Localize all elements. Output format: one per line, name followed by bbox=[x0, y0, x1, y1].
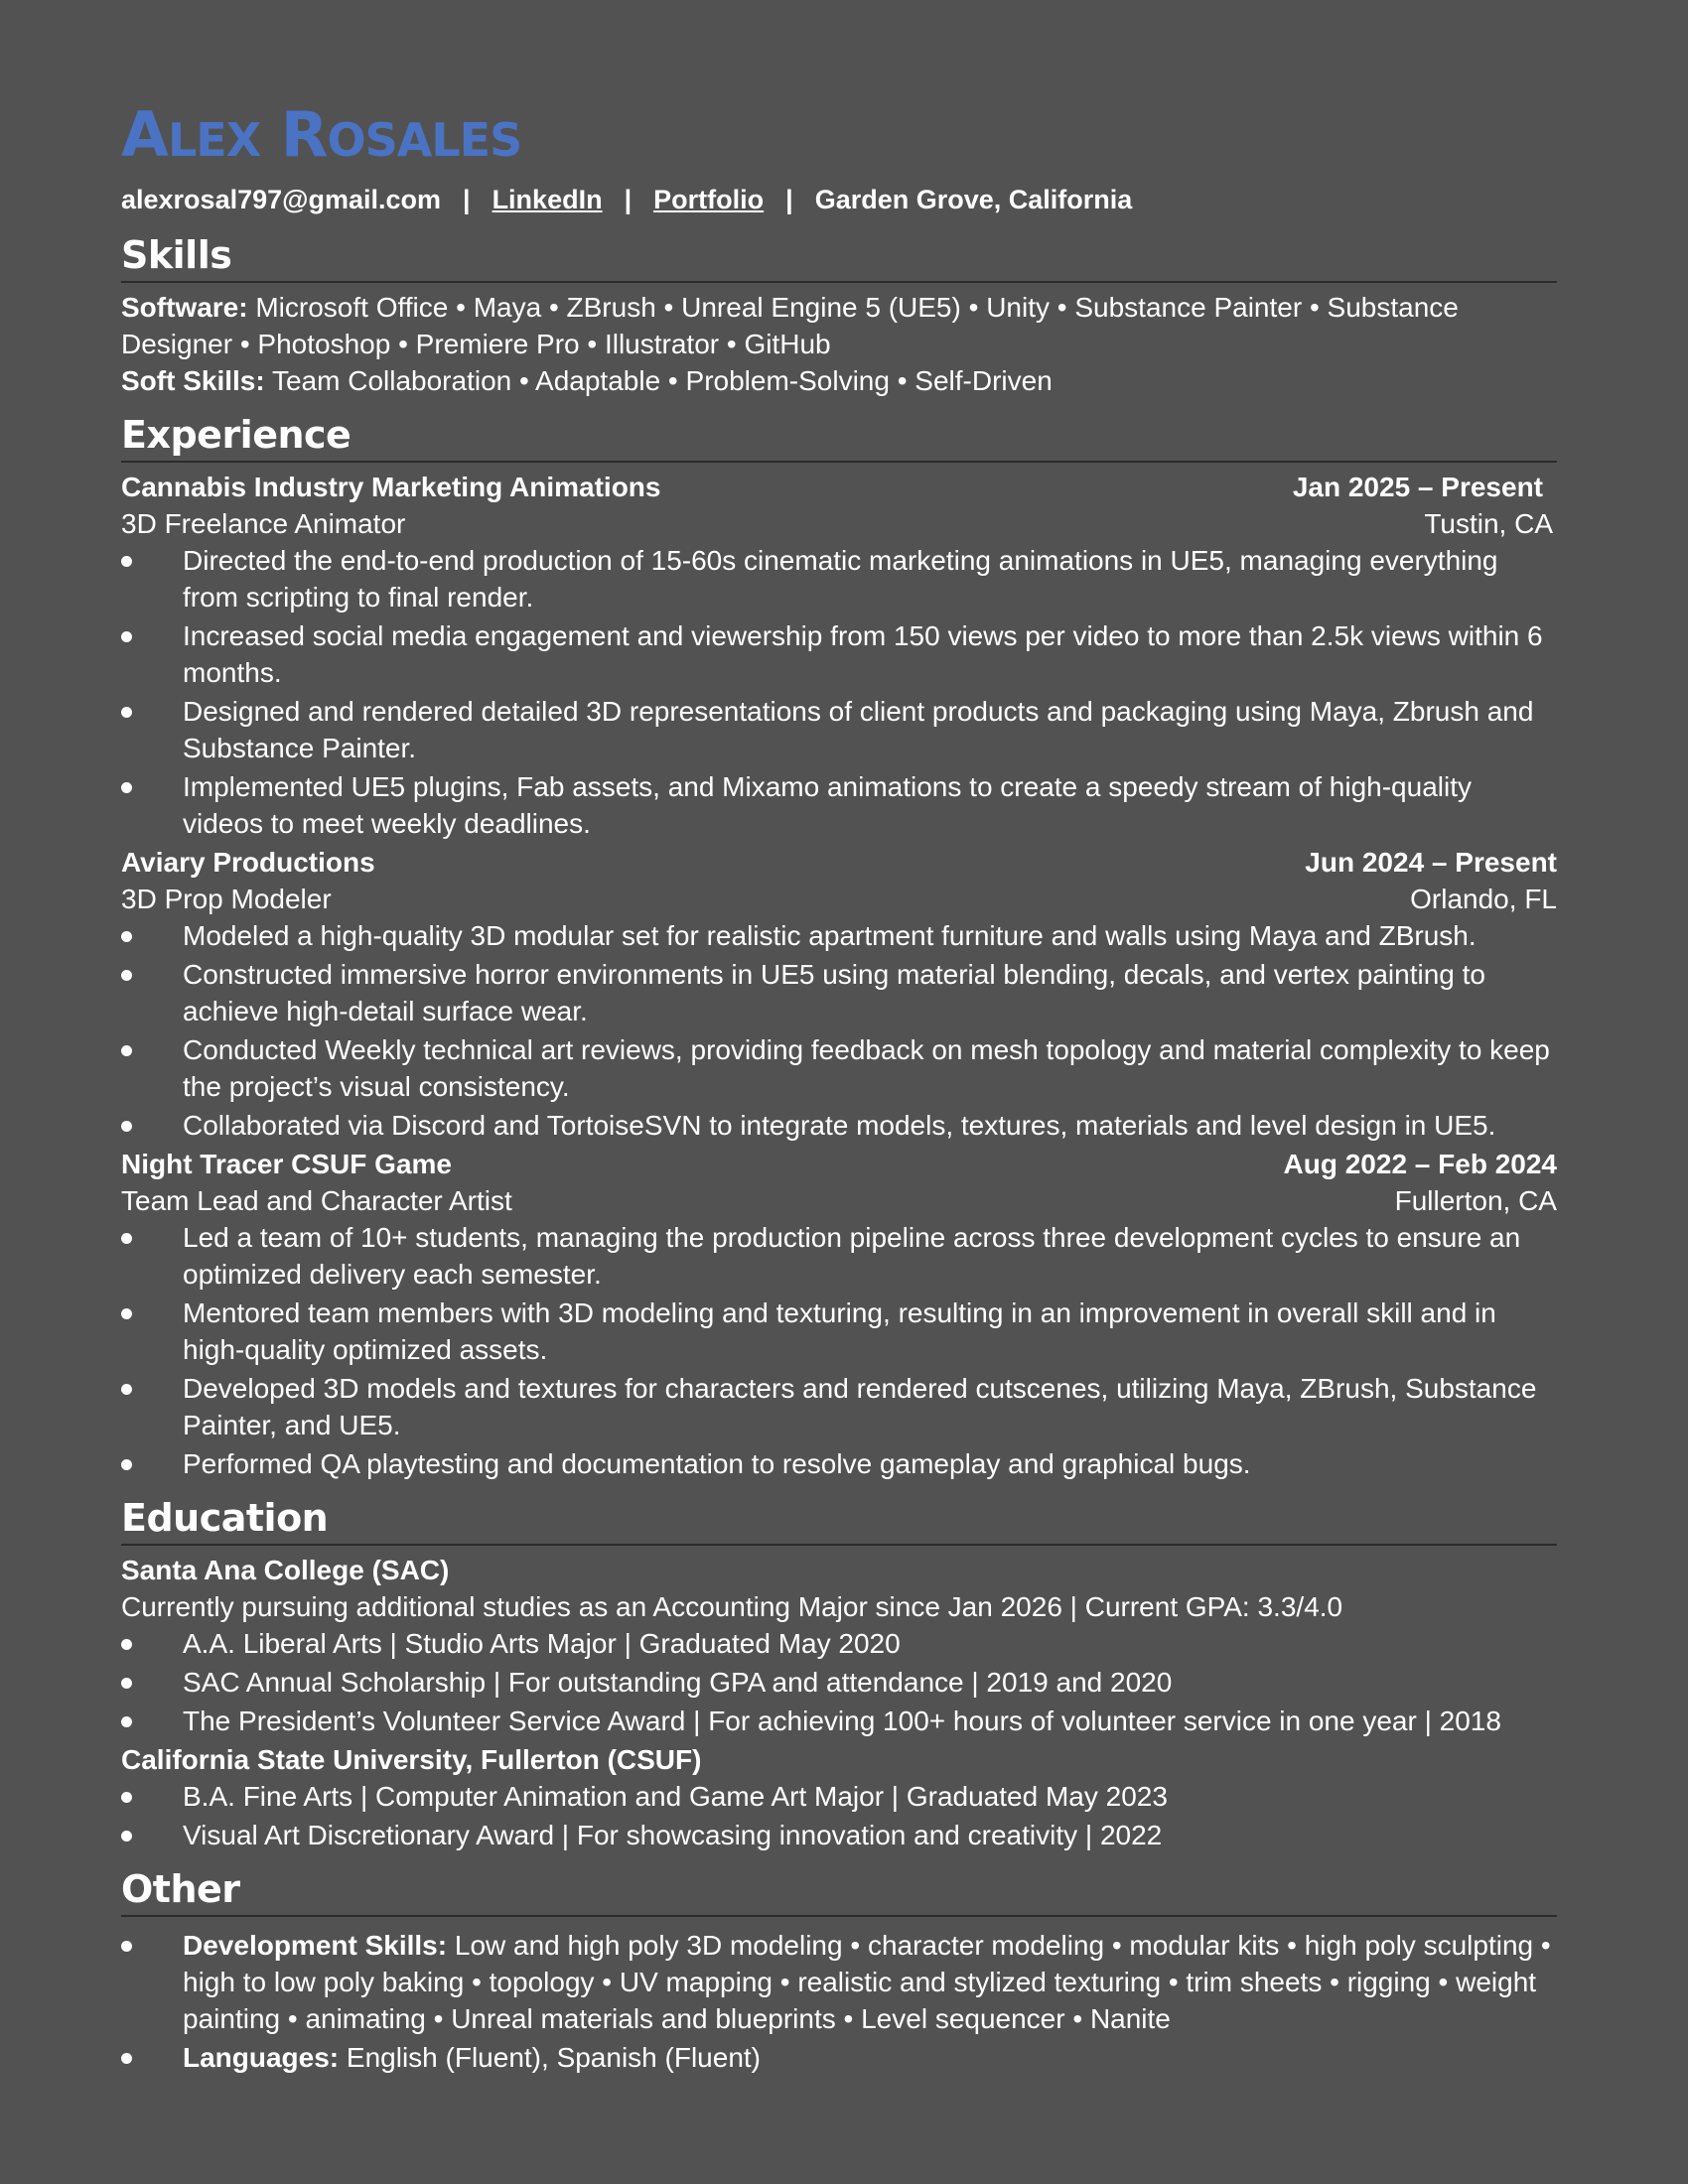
bullet-icon bbox=[121, 1678, 132, 1689]
list-item: Modeled a high-quality 3D modular set for realistic apartment furniture and walls using Maya and ZBrush. bbox=[121, 917, 1557, 954]
location-text: Garden Grove, California bbox=[814, 185, 1133, 214]
bullet-icon bbox=[121, 556, 132, 567]
bullet-icon bbox=[121, 1831, 132, 1842]
contact-separator: | bbox=[785, 185, 793, 214]
job-role: 3D Freelance Animator bbox=[121, 508, 406, 539]
list-item: Designed and rendered detailed 3D representations of client products and packaging using Maya, Zbrush and Substance Painter. bbox=[121, 693, 1557, 766]
bullet-icon bbox=[121, 1384, 132, 1395]
job-subheader bbox=[121, 1182, 1557, 1219]
software-text: Microsoft Office • Maya • ZBrush • Unreal Engine 5 (UE5) • Unity • Substance Painter • Substance Designer • Photoshop • Premiere Pro • Illustrator • GitHub bbox=[121, 292, 1459, 359]
bullet-icon bbox=[121, 931, 132, 942]
dev-skills-text: Low and high poly 3D modeling • character modeling • modular kits • high poly sculpting • high to low poly baking • topology • UV mapping • realistic and stylized texturing • trim sheets • rigging • weight painting • animating • Unreal materials and blueprints • Level sequencer • Nanite bbox=[183, 1930, 1551, 2034]
list-item: A.A. Liberal Arts | Studio Arts Major | Graduated May 2020 bbox=[121, 1625, 1557, 1662]
job-location: Fullerton, CA bbox=[1394, 1185, 1557, 1216]
job-bullets bbox=[121, 542, 1557, 842]
school-bullets bbox=[121, 1625, 1557, 1739]
bullet-icon bbox=[121, 1459, 132, 1470]
school-name: California State University, Fullerton (CSUF) bbox=[121, 1744, 702, 1775]
job-bullets bbox=[121, 917, 1557, 1144]
candidate-name: ALEX ROSALES bbox=[121, 98, 522, 171]
job-role: Team Lead and Character Artist bbox=[121, 1185, 512, 1216]
bullet-icon bbox=[121, 707, 132, 718]
list-item: Mentored team members with 3D modeling and texturing, resulting in an improvement in overall skill and in high-quality optimized assets. bbox=[121, 1295, 1557, 1368]
list-item: Collaborated via Discord and TortoiseSVN to integrate models, textures, materials and level design in UE5. bbox=[121, 1107, 1557, 1144]
languages-label: Languages: bbox=[183, 2042, 340, 2073]
contact-separator: | bbox=[624, 185, 633, 214]
bullet-icon bbox=[121, 782, 132, 793]
list-item: Constructed immersive horror environments in UE5 using material blending, decals, and vertex painting to achieve high-detail surface wear. bbox=[121, 956, 1557, 1029]
list-item: The President’s Volunteer Service Award | For achieving 100+ hours of volunteer service in one year | 2018 bbox=[121, 1703, 1557, 1739]
list-item: Increased social media engagement and viewership from 150 views per video to more than 2.5k views within 6 months. bbox=[121, 617, 1557, 691]
bullet-icon bbox=[121, 1045, 132, 1056]
school-entry bbox=[121, 1741, 1557, 1853]
bullet-icon bbox=[121, 631, 132, 642]
job-entry bbox=[121, 469, 1557, 842]
job-header bbox=[121, 469, 1557, 505]
bullet-icon bbox=[121, 1792, 132, 1803]
job-company: Aviary Productions bbox=[121, 847, 375, 878]
list-item: Implemented UE5 plugins, Fab assets, and Mixamo animations to create a speedy stream of high-quality videos to meet weekly deadlines. bbox=[121, 768, 1557, 842]
list-item: Visual Art Discretionary Award | For showcasing innovation and creativity | 2022 bbox=[121, 1817, 1557, 1853]
bullet-icon bbox=[121, 1308, 132, 1319]
list-item: Developed 3D models and textures for characters and rendered cutscenes, utilizing Maya, ZBrush, Substance Painter, and UE5. bbox=[121, 1370, 1557, 1443]
list-item: Directed the end-to-end production of 15-60s cinematic marketing animations in UE5, managing everything from scripting to final render. bbox=[121, 542, 1557, 615]
job-company: Cannabis Industry Marketing Animations bbox=[121, 472, 661, 502]
bullet-icon bbox=[121, 1121, 132, 1132]
list-item: Led a team of 10+ students, managing the production pipeline across three development cycles to ensure an optimized delivery each semester. bbox=[121, 1219, 1557, 1293]
job-location: Orlando, FL bbox=[1410, 884, 1557, 914]
job-subheader bbox=[121, 505, 1557, 542]
linkedin-link[interactable]: LinkedIn bbox=[492, 185, 603, 214]
resume-page bbox=[121, 99, 1557, 2078]
portfolio-link[interactable]: Portfolio bbox=[653, 185, 765, 214]
job-company: Night Tracer CSUF Game bbox=[121, 1149, 452, 1179]
section-title-skills: Skills bbox=[121, 231, 1557, 283]
section-title-other: Other bbox=[121, 1865, 1557, 1917]
list-item bbox=[121, 2039, 1557, 2076]
school-entry bbox=[121, 1552, 1557, 1739]
software-label: Software: bbox=[121, 292, 248, 323]
soft-skills-text: Team Collaboration • Adaptable • Problem-Solving • Self-Driven bbox=[271, 365, 1053, 396]
job-dates: Aug 2022 – Feb 2024 bbox=[1283, 1149, 1557, 1179]
contact-line bbox=[121, 180, 1557, 219]
bullet-icon bbox=[121, 1716, 132, 1727]
soft-skills bbox=[121, 362, 1557, 399]
school-name: Santa Ana College (SAC) bbox=[121, 1555, 450, 1585]
bullet-icon bbox=[121, 1941, 132, 1952]
list-item: Conducted Weekly technical art reviews, providing feedback on mesh topology and material complexity to keep the project’s visual consistency. bbox=[121, 1031, 1557, 1105]
other-bullets bbox=[121, 1927, 1557, 2076]
section-title-experience: Experience bbox=[121, 411, 1557, 463]
job-dates: Jan 2025 – Present bbox=[1292, 472, 1543, 502]
contact-separator: | bbox=[463, 185, 471, 214]
school-bullets bbox=[121, 1778, 1557, 1853]
languages-text: English (Fluent), Spanish (Fluent) bbox=[346, 2042, 761, 2073]
job-dates: Jun 2024 – Present bbox=[1305, 847, 1557, 878]
bullet-icon bbox=[121, 970, 132, 981]
software-skills bbox=[121, 289, 1557, 362]
job-role: 3D Prop Modeler bbox=[121, 884, 332, 914]
email-text: alexrosal797@gmail.com bbox=[121, 185, 441, 214]
school-note: Currently pursuing additional studies as an Accounting Major since Jan 2026 | Current GPA: 3.3/4.0 bbox=[121, 1591, 1343, 1622]
list-item bbox=[121, 1927, 1557, 2037]
list-item: SAC Annual Scholarship | For outstanding GPA and attendance | 2019 and 2020 bbox=[121, 1664, 1557, 1701]
list-item: Performed QA playtesting and documentation to resolve gameplay and graphical bugs. bbox=[121, 1445, 1557, 1482]
job-bullets bbox=[121, 1219, 1557, 1482]
list-item: B.A. Fine Arts | Computer Animation and Game Art Major | Graduated May 2023 bbox=[121, 1778, 1557, 1815]
bullet-icon bbox=[121, 1233, 132, 1244]
job-location: Tustin, CA bbox=[1424, 508, 1553, 539]
soft-skills-label: Soft Skills: bbox=[121, 365, 265, 396]
job-header bbox=[121, 844, 1557, 881]
dev-skills-label: Development Skills: bbox=[183, 1930, 448, 1961]
job-entry bbox=[121, 844, 1557, 1144]
job-entry bbox=[121, 1146, 1557, 1482]
bullet-icon bbox=[121, 1639, 132, 1650]
section-title-education: Education bbox=[121, 1494, 1557, 1546]
bullet-icon bbox=[121, 2053, 132, 2064]
job-header bbox=[121, 1146, 1557, 1182]
job-subheader bbox=[121, 881, 1557, 917]
